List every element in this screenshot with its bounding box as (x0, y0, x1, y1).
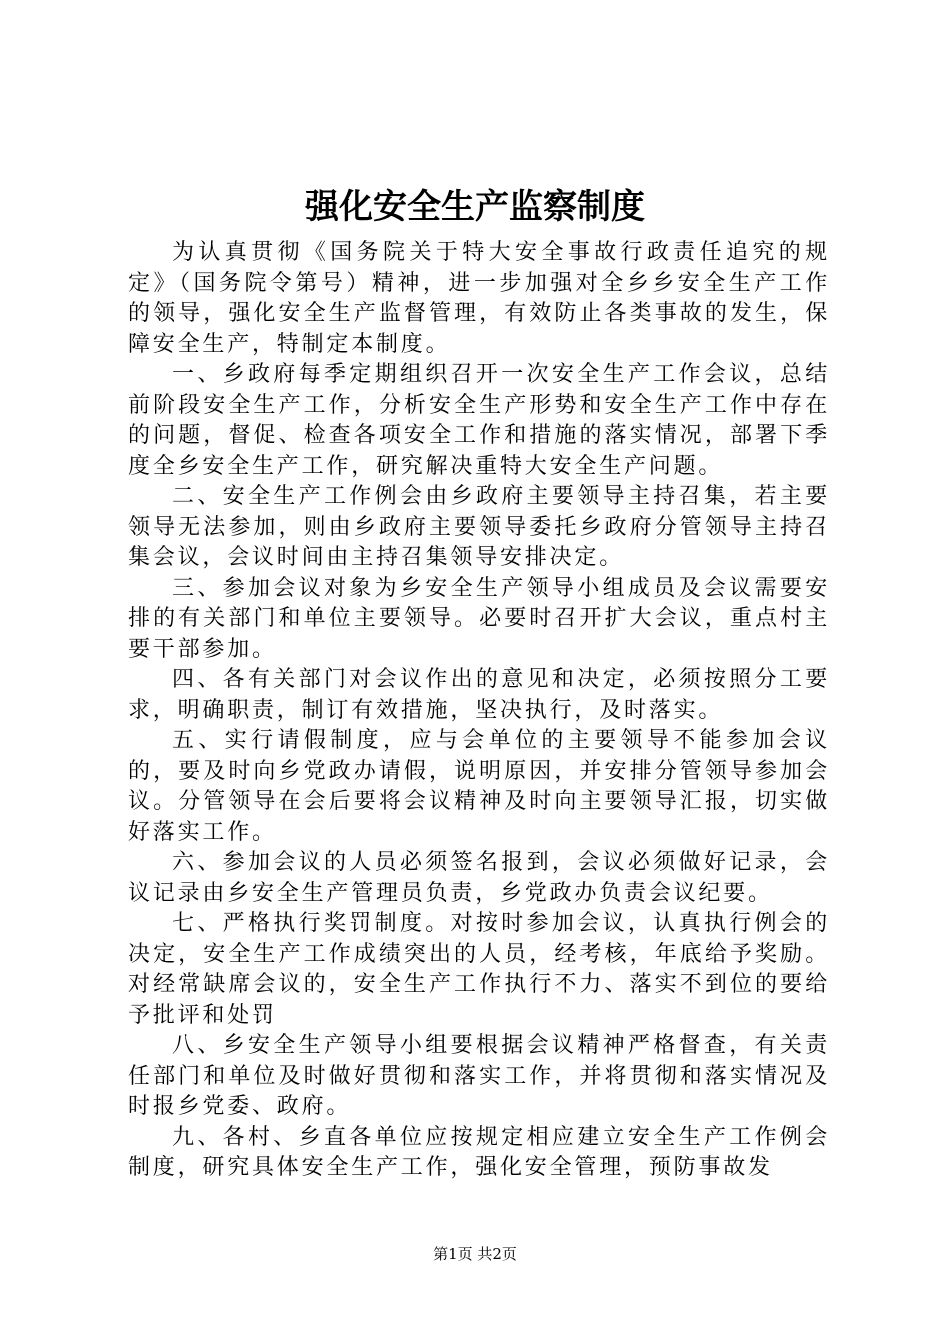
paragraph-item-5: 五、实行请假制度，应与会单位的主要领导不能参加会议的，要及时向乡党政办请假，说明原因，并安排分管领导参加会议。分管领导在会后要将会议精神及时向主要领导汇报，切实做好落实工作。 (128, 728, 830, 845)
paragraph-item-8: 八、乡安全生产领导小组要根据会议精神严格督查，有关责任部门和单位及时做好贯彻和落实工作，并将贯彻和落实情况及时报乡党委、政府。 (128, 1033, 830, 1119)
paragraph-item-7: 七、严格执行奖罚制度。对按时参加会议，认真执行例会的决定，安全生产工作成绩突出的人员，经考核，年底给予奖励。对经常缺席会议的，安全生产工作执行不力、落实不到位的要给予批评和处罚 (128, 911, 830, 1028)
paragraph-preamble: 为认真贯彻《国务院关于特大安全事故行政责任追究的规定》（国务院令第号）精神，进一步加强对全乡乡安全生产工作的领导，强化安全生产监督管理，有效防止各类事故的发生，保障安全生产，特制定本制度。 (128, 240, 830, 357)
page-number-footer: 第1页 共2页 (433, 1245, 517, 1263)
paragraph-item-6: 六、参加会议的人员必须签名报到，会议必须做好记录，会议记录由乡安全生产管理员负责，乡党政办负责会议纪要。 (128, 850, 830, 906)
paragraph-item-3: 三、参加会议对象为乡安全生产领导小组成员及会议需要安排的有关部门和单位主要领导。必要时召开扩大会议，重点村主要干部参加。 (128, 575, 830, 662)
paragraph-item-1: 一、乡政府每季定期组织召开一次安全生产工作会议，总结前阶段安全生产工作，分析安全生产形势和安全生产工作中存在的问题，督促、检查各项安全工作和措施的落实情况，部署下季度全乡安全生产工作，研究解决重特大安全生产问题。 (128, 362, 830, 479)
document-title: 强化安全生产监察制度 (305, 187, 645, 227)
document-body (128, 238, 830, 1190)
paragraph-item-9: 九、各村、乡直各单位应按规定相应建立安全生产工作例会制度，研究具体安全生产工作，强化安全管理，预防事故发 (128, 1124, 830, 1180)
paragraph-item-4: 四、各有关部门对会议作出的意见和决定，必须按照分工要求，明确职责，制订有效措施，坚决执行，及时落实。 (128, 667, 830, 723)
paragraph-item-2: 二、安全生产工作例会由乡政府主要领导主持召集，若主要领导无法参加，则由乡政府主要领导委托乡政府分管领导主持召集会议，会议时间由主持召集领导安排决定。 (128, 484, 830, 570)
